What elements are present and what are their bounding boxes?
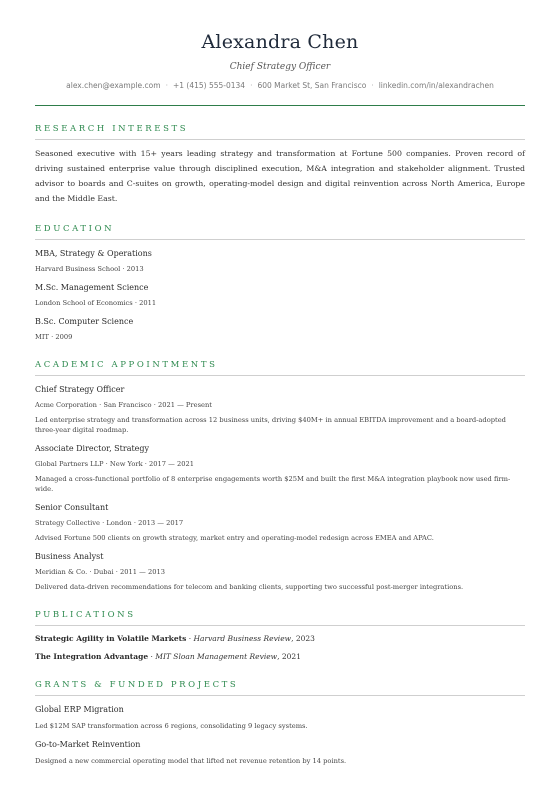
grant-name: Go-to-Market Reinvention — [35, 740, 141, 749]
role-meta: Acme Corporation · San Francisco · 2021 — Present — [35, 401, 212, 409]
contact-address: 600 Market St, San Francisco — [257, 81, 367, 90]
degree: B.Sc. Computer Science — [35, 317, 134, 326]
publication-title: Strategic Agility in Volatile Markets — [35, 634, 187, 643]
degree: MBA, Strategy & Operations — [35, 249, 152, 258]
contact-separator: · — [250, 81, 253, 90]
education-item — [35, 248, 525, 274]
grant-description: Designed a new commercial operating model that lifted net revenue retention by 14 points. — [35, 757, 347, 765]
role-title: Associate Director, Strategy — [35, 444, 150, 453]
appointment-item — [35, 443, 525, 494]
publications-section — [35, 610, 525, 662]
publication-venue: MIT Sloan Management Review — [155, 652, 278, 661]
research-summary: Seasoned executive with 15+ years leading strategy and transformation at Fortune 500 companies. Proven record of driving sustained enterprise value through disciplined execution, M&A integration and stakeholder alignment. Trusted advisor to boards and C-suites on growth, operating-model design and digital reinvention across North America, Europe and the Middle East. — [35, 149, 525, 203]
research-section — [35, 124, 525, 206]
grant-item — [35, 739, 525, 766]
candidate-title: Chief Strategy Officer — [229, 62, 331, 72]
role-title: Chief Strategy Officer — [35, 385, 125, 394]
education-section — [35, 224, 525, 342]
role-meta: Meridian & Co. · Dubai · 2011 — 2013 — [35, 568, 166, 576]
education-item — [35, 282, 525, 308]
role-title: Senior Consultant — [35, 503, 109, 512]
section-heading: GRANTS & FUNDED PROJECTS — [35, 680, 525, 696]
section-heading: PUBLICATIONS — [35, 610, 525, 626]
role-description: Advised Fortune 500 clients on growth strategy, market entry and operating-model redesign across EMEA and APAC. — [35, 534, 434, 542]
role-description: Managed a cross-functional portfolio of 8 enterprise engagements worth $25M and built the first M&A integration playbook now used firm-wide. — [35, 475, 511, 493]
grant-item — [35, 704, 525, 731]
contact-linkedin: linkedin.com/in/alexandrachen — [378, 81, 494, 90]
contact-email: alex.chen@example.com — [66, 81, 161, 90]
resume-header — [0, 0, 560, 91]
section-heading: ACADEMIC APPOINTMENTS — [35, 360, 525, 376]
header-divider — [35, 105, 525, 106]
section-heading: RESEARCH INTERESTS — [35, 124, 525, 140]
appointment-item — [35, 384, 525, 435]
role-meta: Strategy Collective · London · 2013 — 2017 — [35, 519, 184, 527]
grants-section — [35, 680, 525, 766]
role-title: Business Analyst — [35, 552, 104, 561]
education-item — [35, 316, 525, 342]
publication-separator: · — [148, 652, 156, 661]
degree: M.Sc. Management Science — [35, 283, 149, 292]
appointments-section — [35, 360, 525, 592]
publication-item — [35, 634, 525, 644]
publication-separator: · — [186, 634, 194, 643]
resume-body — [0, 124, 560, 766]
contact-separator: · — [165, 81, 168, 90]
publication-venue: Harvard Business Review — [193, 634, 292, 643]
appointment-item — [35, 551, 525, 592]
candidate-name: Alexandra Chen — [201, 31, 359, 53]
publication-title: The Integration Advantage — [35, 652, 149, 661]
role-description: Led enterprise strategy and transformation across 12 business units, driving $40M+ in annual EBITDA improvement and a board-adopted three-year digital roadmap. — [35, 416, 506, 434]
publication-year: , 2023 — [291, 634, 315, 643]
contact-phone: +1 (415) 555-0134 — [172, 81, 246, 90]
publication-item — [35, 652, 525, 662]
contact-separator: · — [371, 81, 374, 90]
institution-year: Harvard Business School · 2013 — [35, 265, 144, 273]
role-meta: Global Partners LLP · New York · 2017 — 2021 — [35, 460, 195, 468]
publication-year: , 2021 — [277, 652, 301, 661]
contact-line — [0, 81, 560, 91]
appointment-item — [35, 502, 525, 543]
grant-name: Global ERP Migration — [35, 705, 124, 714]
role-description: Delivered data-driven recommendations for telecom and banking clients, supporting two successful post-merger integrations. — [35, 583, 464, 591]
institution-year: London School of Economics · 2011 — [35, 299, 157, 307]
section-heading: EDUCATION — [35, 224, 525, 240]
institution-year: MIT · 2009 — [35, 333, 73, 341]
grant-description: Led $12M SAP transformation across 6 regions, consolidating 9 legacy systems. — [35, 722, 308, 730]
